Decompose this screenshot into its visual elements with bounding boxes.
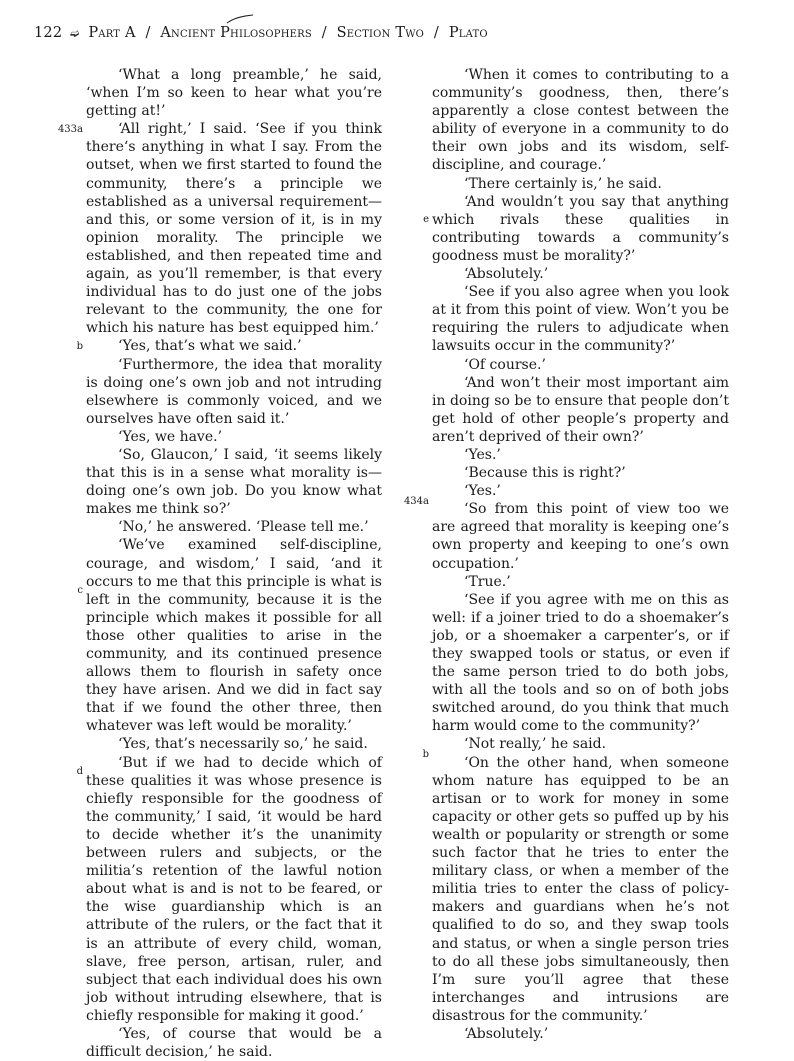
page-number: 122 [34,25,63,41]
right-column [403,66,729,1043]
margin-reference: 434a [403,496,429,507]
arrow-icon: ➫ [70,27,80,40]
paragraph: ‘So from this point of view too we are agreed that morality is keeping one’s own property and keeping to one’s own occupation.’ [432,501,729,572]
paragraph: ‘There certainly is,’ he said. [464,175,662,192]
paragraph: ‘When it comes to contributing to a community’s goodness, then, there’s apparently a close contest between the ability of everyone in a community to do their own jobs and its wisdom, self-discipline, and courage.’ [432,67,729,174]
paragraph: ‘Not really,’ he said. [464,736,607,753]
paragraph: ‘Furthermore, the idea that morality is doing one’s own job and not intruding elsewhere is commonly voiced, and we ourselves have often said it.’ [86,356,382,427]
paragraph: ‘Yes.’ [464,446,501,463]
margin-reference: b [76,341,83,352]
section-label: Section Two [336,25,425,41]
header-flourish-icon [226,14,254,24]
paragraph: ‘So, Glaucon,’ I said, ‘it seems likely that this is in a sense what morality is—doing one’s own job. Do you know what makes me think so?’ [86,446,382,518]
paragraph: ‘See if you agree with me on this as well: if a joiner tried to do a shoemaker’s job, or a shoemaker a carpenter’s, or if they swapped tools or status, or even if the same person tried to do both jobs, with all the tools and so on of both jobs switched around, do you think that much harm would come to the community?’ [432,591,729,735]
paragraph: ‘And wouldn’t you say that anything which rivals these qualities in contributing towards a community’s goodness must be morality?’ [432,193,729,264]
paragraph: ‘And won’t their most important aim in doing so be to ensure that people don’t get hold of other people’s property and aren’t deprived of their own?’ [432,374,729,445]
paragraph: ‘True.’ [464,573,511,590]
left-column [57,66,382,1061]
paragraph: ‘On the other hand, when someone whom nature has equipped to be an artisan or to work for money in some capacity or other gets so puffed up by his wealth or popularity or strength or some such factor that he tries to enter the military class, or when a member of the militia tries to enter the class of policy-makers and guardians when he’s not qualified to do so, and they swap tools and status, or when a single person tries to do all these jobs simultaneously, then I’m sure you’ll agree that these interchanges and intrusions are disastrous for the community.’ [432,754,729,1024]
paragraph: ‘But if we had to decide which of these qualities it was whose presence is chiefly responsible for the goodness of the community,’ I said, ‘it would be hard to decide whether it’s the unanimity between rulers and subjects, or the militia’s retention of the lawful notion about what is and is not to be feared, or the wise guardianship which is an attribute of the rulers, or the fact that it is an attribute of every child, woman, slave, free person, artisan, ruler, and subject that each individual does his own job without intruding elsewhere, that is chiefly responsible for making it good.’ [86,754,382,1024]
paragraph: ‘All right,’ I said. ‘See if you think there‘s anything in what I say. From the outset, when we first started to found the community, there’s a principle we established as a universal requirement—and this, or some version of it, is in my opinion morality. The principle we established, and then repeated time and again, as you’ll remember, is that every individual has to do just one of the jobs relevant to the community, the one for which his nature has best equipped him.’ [86,121,382,337]
book-title: Ancient Philosophers [160,25,312,41]
paragraph: ‘Of course.’ [464,356,546,373]
paragraph: ‘Yes, we have.’ [118,428,223,445]
paragraph: ‘No,’ he answered. ‘Please tell me.’ [118,519,369,536]
separator: / [433,25,439,41]
paragraph: ‘Yes, of course that would be a difficult decision,’ he said. [86,1025,382,1061]
paragraph: ‘What a long preamble,’ he said, ‘when I’m so keen to hear what you’re getting at!’ [86,67,382,120]
margin-reference: b [422,749,429,760]
margin-reference: 433a [57,124,83,135]
paragraph: ‘Yes, that’s what we said.’ [118,338,302,355]
separator: / [321,25,327,41]
author-label: Plato [448,25,488,41]
running-header [34,25,488,41]
margin-reference: e [423,214,429,225]
paragraph: ‘Yes.’ [464,483,501,500]
paragraph: ‘We’ve examined self-discipline, courage, and wisdom,’ I said, ‘and it occurs to me that this principle is what is left in the community, because it is the principle which makes it possible for all those other qualities to arise in the community, and its continued presence allows them to flourish in safety once they have arisen. And we did in fact say that if we found the other three, then whatever was left would be morality.’ [86,537,382,735]
margin-reference: c [77,585,83,596]
paragraph: ‘Because this is right?’ [464,465,626,482]
paragraph: ‘Absolutely.’ [464,266,549,283]
margin-reference: d [76,766,83,777]
part-label: Part A [88,25,136,41]
paragraph: ‘See if you also agree when you look at it from this point of view. Won’t you be requiring the rulers to adjudicate when lawsuits occur in the community?’ [432,284,729,355]
paragraph: ‘Absolutely.’ [464,1025,549,1042]
separator: / [145,25,151,41]
paragraph: ‘Yes, that’s necessarily so,’ he said. [118,736,368,753]
